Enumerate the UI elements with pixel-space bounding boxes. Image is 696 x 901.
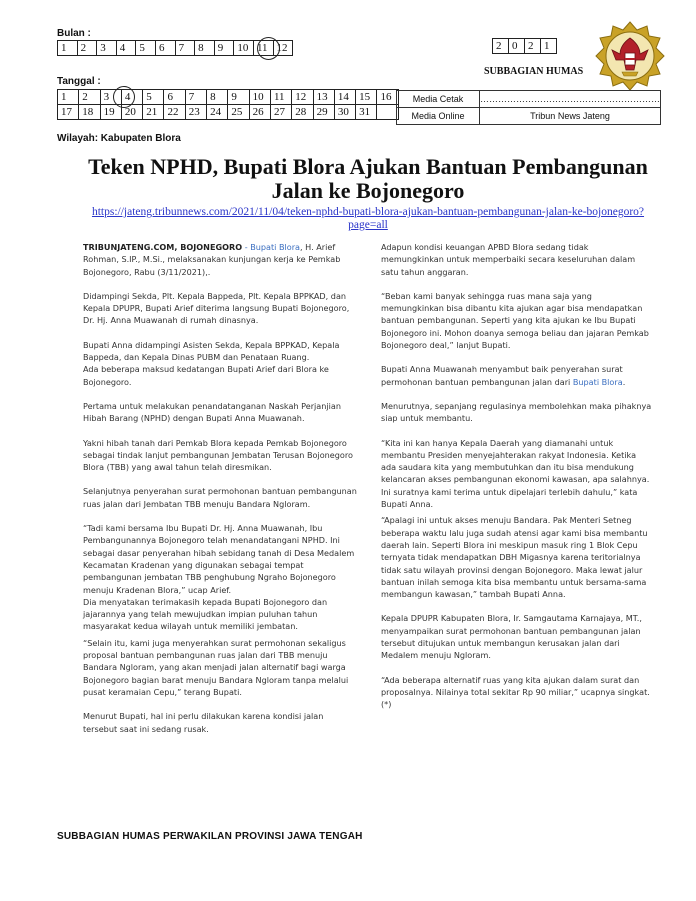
paragraph: Pertama untuk melakukan penandatanganan Naskah Perjanjian Hibah Barang (NPHD) dengan Bupati Anna Muawanah. [83,400,341,424]
paragraph: “Selain itu, kami juga menyerahkan surat permohonan sekaligus proposal bantuan pembangunan ruas jalan dari TBB menuju Bandara Ngloram, yang akan menjadi jalan alternatif bagi warga Bojonegoro bagian barat menuju Bandara Ngloram tanpa melalui pusat keramaian Cepu,” terang Bupati. [83,637,349,697]
dateline: TRIBUNJATENG.COM, BOJONEGORO [83,242,243,252]
grid-cell: 14 [334,90,355,105]
lead-paragraph [83,241,358,278]
right-column [381,241,653,723]
grid-cell: 10 [249,90,270,105]
grid-cell: 2 [525,39,541,54]
grid-cell: 3 [97,41,117,56]
media-row [397,91,661,108]
tanggal-label: Tanggal : [57,76,101,87]
media-label: Media Cetak [397,91,480,108]
selected-month-circle [257,37,280,60]
grid-cell: 9 [214,41,234,56]
grid-cell: 2 [77,41,97,56]
grid-cell: 16 [377,90,398,105]
paragraph: “Kita ini kan hanya Kepala Daerah yang diamanahi untuk membantu Presiden menyejahterakan rakyat Indonesia. Ketika ada saudara kita yang membutuhkan dan itu bisa mendukung kelancaran akses pembangunan ekonomi kawasan, apa salahnya. Ini suratnya kami terima untuk dipelajari terlebih dahulu,” kata Bupati Anna. [381,437,650,510]
paragraph [381,363,653,388]
date-grid [57,89,399,120]
selected-date-circle [113,86,135,108]
paragraph: “Beban kami banyak sehingga ruas mana saja yang memungkinkan bisa dibantu kita ajukan agar bisa mendapatkan bantuan pembangunan. Seperti yang kita ajukan ke Ibu Bupati Bojonegoro ini. Mohon doanya semoga beliau dan jajaran Pemkab Bojonegoro deal,” lanjut Bupati. [381,290,649,351]
grid-cell: 1 [541,39,557,54]
inline-link[interactable]: Bupati Blora [572,376,623,387]
media-row [397,108,661,125]
grid-cell: 2 [493,39,509,54]
wilayah-label: Wilayah: Kabupaten Blora [57,133,181,144]
grid-cell: 28 [292,105,313,120]
grid-cell: 6 [164,90,185,105]
grid-cell: 27 [270,105,291,120]
grid-cell: 21 [143,105,164,120]
grid-cell: 8 [207,90,228,105]
grid-cell: 7 [175,41,195,56]
footer-office: SUBBAGIAN HUMAS PERWAKILAN PROVINSI JAWA TENGAH [57,831,363,842]
grid-cell: 11 [270,90,291,105]
grid-cell: 29 [313,105,334,120]
grid-cell: 0 [509,39,525,54]
grid-cell: 5 [136,41,156,56]
grid-cell: 15 [356,90,377,105]
grid-cell: 10 [234,41,254,56]
grid-cell: 19 [100,105,121,120]
paragraph: Dia menyatakan terimakasih kepada Bupati Bojonegoro dan jajarannya yang telah mewujudkan impian puluhan tahun masyarakat kedua wilayah untuk memiliki jembatan. [83,596,328,632]
grid-cell: 2 [79,90,100,105]
grid-cell: 9 [228,90,249,105]
media-label: Media Online [397,108,480,125]
emblem-logo [594,20,666,92]
grid-cell: 1 [58,90,79,105]
grid-cell: 30 [334,105,355,120]
article-url[interactable]: https://jateng.tribunnews.com/2021/11/04/teken-nphd-bupati-blora-ajukan-bantuan-pembangunan-jalan-ke-bojonegoro?page=all [91,206,645,231]
lead-link[interactable]: Bupati Blora [250,242,301,252]
grid-cell: 24 [207,105,228,120]
grid-cell: 31 [356,105,377,120]
office-name: SUBBAGIAN HUMAS [484,66,584,77]
grid-cell: 7 [185,90,206,105]
grid-cell: 18 [79,105,100,120]
paragraph: “Ada beberapa alternatif ruas yang kita ajukan dalam surat dan proposalnya. Nilainya total sekitar Rp 90 miliar,” ucapnya singkat. (*) [381,674,650,710]
grid-cell: 11 [253,41,273,56]
grid-cell: 23 [185,105,206,120]
paragraph: Yakni hibah tanah dari Pemkab Blora kepada Pemkab Bojonegoro sebagai tindak lanjut pembangunan Jembatan Terusan Bojonegoro Blora (TBB) yang awal tahun telah diresmikan. [83,437,353,473]
year-grid [492,38,557,54]
grid-cell: 17 [58,105,79,120]
grid-cell: 12 [273,41,293,56]
left-column [83,241,358,747]
paragraph: Ada beberapa maksud kedatangan Bupati Arief dari Blora ke Bojonegoro. [83,364,329,387]
bulan-label: Bulan : [57,28,91,39]
grid-cell: 3 [100,90,121,105]
media-table [396,90,661,125]
grid-cell: 4 [121,90,142,105]
grid-cell: 22 [164,105,185,120]
paragraph: Didampingi Sekda, Plt. Kepala Bappeda, Plt. Kepala BPPKAD, dan Kepala DPUPR, Bupati Arief diterima langsung Bupati Bojonegoro, Dr. Hj. Anna Muawanah di rumah dinasnya. [83,290,350,326]
paragraph: Menurutnya, sepanjang regulasinya membolehkan maka pihaknya siap untuk membantu. [381,400,652,424]
grid-cell: 12 [292,90,313,105]
media-value: …………………………………………………… [480,91,661,108]
paragraph-text: Bupati Anna Muawanah menyambut baik penyerahan surat permohonan bantuan pembangunan jalan dari [381,364,623,387]
paragraph: Menurut Bupati, hal ini perlu dilakukan karena kondisi jalan tersebut saat ini sedang rusak. [83,711,324,734]
paragraph-end: . [622,376,626,387]
media-value: Tribun News Jateng [480,108,661,125]
paragraph: Selanjutnya penyerahan surat permohonan bantuan pembangunan ruas jalan dari Jembatan TBB menuju Bandara Ngloram. [83,486,357,509]
grid-cell: 6 [155,41,175,56]
dateline-dash: - [242,242,251,252]
paragraph: Kepala DPUPR Kabupaten Blora, Ir. Samgautama Karnajaya, MT., menyampaikan surat permohonan bantuan pembangunan jalan tersebut ditujukan untuk membangun kerusakan jalan dari Medalem menuju Ngloram. [381,613,642,661]
paragraph: Bupati Anna didampingi Asisten Sekda, Kepala BPPKAD, Kepala Bappeda, dan Kepala Dinas PUBM dan Penataan Ruang. [83,339,340,363]
grid-cell: 26 [249,105,270,120]
grid-cell: 8 [195,41,215,56]
paragraph: “Apalagi ini untuk akses menuju Bandara. Pak Menteri Setneg beberapa waktu lalu juga sudah atensi agar kami bisa membantu daerah lain. Seperti Blora ini meskipun masuk ring 1 Blok Cepu ternyata tidak mendapatkan DBH Migasnya karena teritorialnya tidak satu wilayah provinsi dengan Bojonegoro. Maka lewat jalur bantuan inilah semoga kita bisa membantu untuk bersama-sama membangun kawasan,” tambah Bupati Anna. [381,515,648,600]
paragraph: “Tadi kami bersama Ibu Bupati Dr. Hj. Anna Muawanah, Ibu Pembangunannya Bojonegoro telah menandatangani NPHD. Ini sebagai dasar penyerahan hibah sebidang tanah di Desa Medalem Kecamatan Kradenan yang digunakan sebagai tempat pembangunan jembatan TBB penghubung Ngraho Bojonegoro menuju Kradenan Blora,” ucap Arief. [83,523,355,595]
grid-cell: 4 [116,41,136,56]
grid-cell: 5 [143,90,164,105]
paragraph: Adapun kondisi keuangan APBD Blora sedang tidak memungkinkan untuk memperbaiki secara keseluruhan dalam satu tahun anggaran. [381,242,636,277]
grid-cell: 1 [58,41,78,56]
lead-rest: , H. Arief Rohman, S.IP., M.Si., melaksanakan kunjungan kerja ke Pemkab Bojonegoro, Rabu (3/11/2021),. [83,242,341,277]
grid-cell: 25 [228,105,249,120]
grid-cell: 13 [313,90,334,105]
grid-cell: 20 [121,105,142,120]
article-title: Teken NPHD, Bupati Blora Ajukan Bantuan Pembangunan Jalan ke Bojonegoro [88,154,648,203]
